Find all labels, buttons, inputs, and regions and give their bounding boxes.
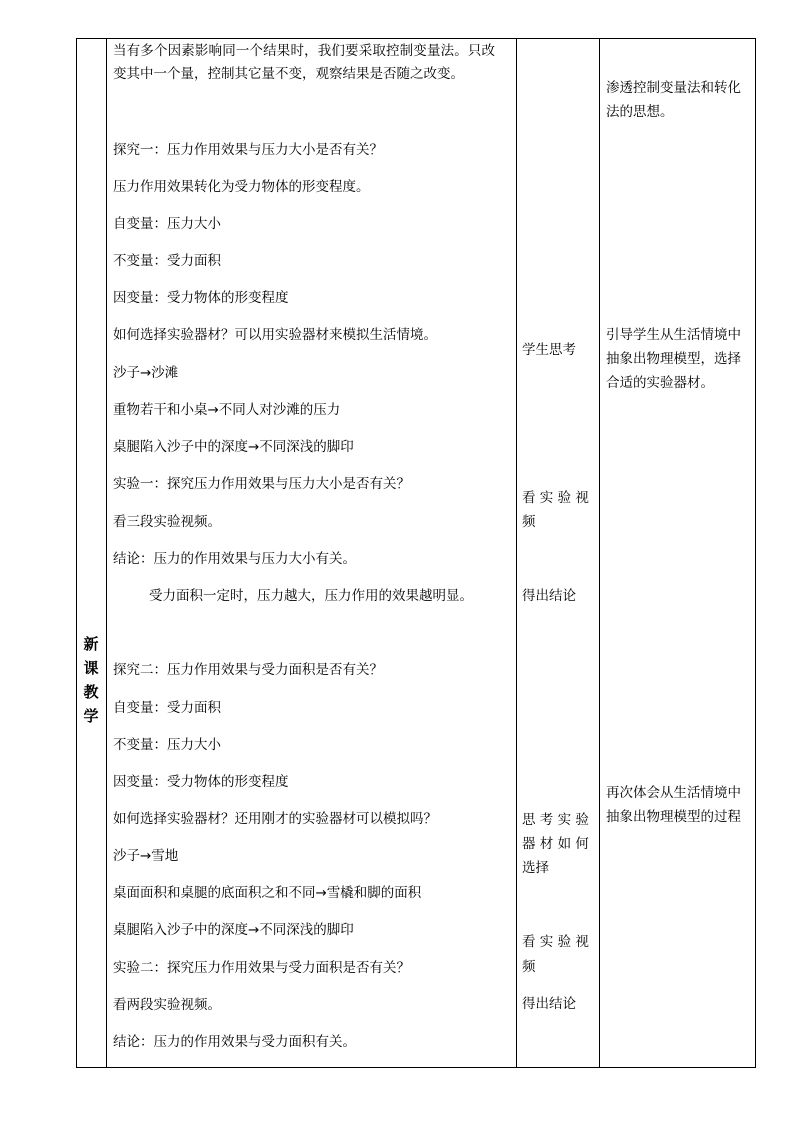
student-activity-think-equipment: 器 材 如 何 [522, 836, 589, 852]
inquiry1-conversion: 压力作用效果转化为受力物体的形变程度。 [113, 179, 370, 195]
experiment2-conclusion: 结论：压力的作用效果与受力面积有关。 [113, 1034, 356, 1050]
table-top-border [76, 38, 756, 39]
table-right-border [755, 38, 756, 1068]
inquiry1-independent-variable: 自变量：压力大小 [113, 216, 221, 232]
table-bottom-border [76, 1067, 756, 1068]
inquiry1-dependent-variable: 因变量：受力物体的形变程度 [113, 290, 289, 306]
design-intent-note-1: 渗透控制变量法和转化 [606, 80, 741, 96]
design-intent-note-2: 引导学生从生活情境中 [606, 327, 741, 343]
section-label [76, 632, 106, 728]
section-label-char: 新 [83, 635, 99, 653]
experiment1-conclusion: 结论：压力的作用效果与压力大小有关。 [113, 551, 356, 567]
student-activity-conclude-2: 得出结论 [522, 996, 576, 1012]
section-label-char: 教 [83, 683, 99, 701]
inquiry1-mapping-2: 重物若干和小桌→不同人对沙滩的压力 [113, 402, 341, 418]
student-activity-think-equipment: 选择 [522, 860, 549, 876]
inquiry2-mapping-1: 沙子→雪地 [113, 848, 179, 864]
intro-line-2: 变其中一个量，控制其它量不变，观察结果是否随之改变。 [113, 66, 464, 82]
design-intent-note-1: 法的思想。 [606, 104, 674, 120]
section-label-char: 课 [83, 659, 99, 677]
column-divider-1 [106, 38, 107, 1068]
column-divider-2 [516, 38, 517, 1068]
student-activity-think: 学生思考 [522, 342, 576, 358]
inquiry2-mapping-3: 桌腿陷入沙子中的深度→不同深浅的脚印 [113, 922, 354, 938]
inquiry1-mapping-3: 桌腿陷入沙子中的深度→不同深浅的脚印 [113, 439, 354, 455]
inquiry2-mapping-2: 桌面面积和桌腿的底面积之和不同→雪橇和脚的面积 [113, 885, 422, 901]
student-activity-think-equipment: 思 考 实 验 [522, 812, 589, 828]
table-left-border [76, 38, 77, 1068]
section-label-char: 学 [83, 707, 99, 725]
inquiry1-equipment-question: 如何选择实验器材？可以用实验器材来模拟生活情境。 [113, 327, 437, 343]
student-activity-watch-2: 频 [522, 959, 536, 975]
inquiry2-controlled-variable: 不变量：压力大小 [113, 737, 221, 753]
student-activity-conclude-1: 得出结论 [522, 588, 576, 604]
inquiry2-title: 探究二：压力作用效果与受力面积是否有关？ [113, 662, 383, 678]
inquiry2-equipment-question: 如何选择实验器材？还用刚才的实验器材可以模拟吗？ [113, 811, 437, 827]
inquiry2-independent-variable: 自变量：受力面积 [113, 700, 221, 716]
design-intent-note-2: 抽象出物理模型，选择 [606, 351, 741, 367]
student-activity-watch-2: 看 实 验 视 [522, 934, 589, 950]
student-activity-watch-1: 看 实 验 视 [522, 490, 589, 506]
experiment2-video: 看两段实验视频。 [113, 997, 221, 1013]
experiment1-conclusion-detail: 受力面积一定时，压力越大，压力作用的效果越明显。 [149, 588, 473, 604]
design-intent-note-3: 再次体会从生活情境中 [606, 785, 741, 801]
column-divider-3 [599, 38, 600, 1068]
intro-line-1: 当有多个因素影响同一个结果时，我们要采取控制变量法。只改 [113, 43, 496, 59]
experiment2-title: 实验二：探究压力作用效果与受力面积是否有关？ [113, 960, 410, 976]
experiment1-video: 看三段实验视频。 [113, 514, 221, 530]
experiment1-title: 实验一：探究压力作用效果与压力大小是否有关？ [113, 476, 410, 492]
inquiry1-mapping-1: 沙子→沙滩 [113, 365, 179, 381]
design-intent-note-2: 合适的实验器材。 [606, 375, 714, 391]
design-intent-note-3: 抽象出物理模型的过程 [606, 809, 741, 825]
inquiry1-title: 探究一：压力作用效果与压力大小是否有关？ [113, 142, 383, 158]
inquiry1-controlled-variable: 不变量：受力面积 [113, 253, 221, 269]
student-activity-watch-1: 频 [522, 514, 536, 530]
inquiry2-dependent-variable: 因变量：受力物体的形变程度 [113, 774, 289, 790]
